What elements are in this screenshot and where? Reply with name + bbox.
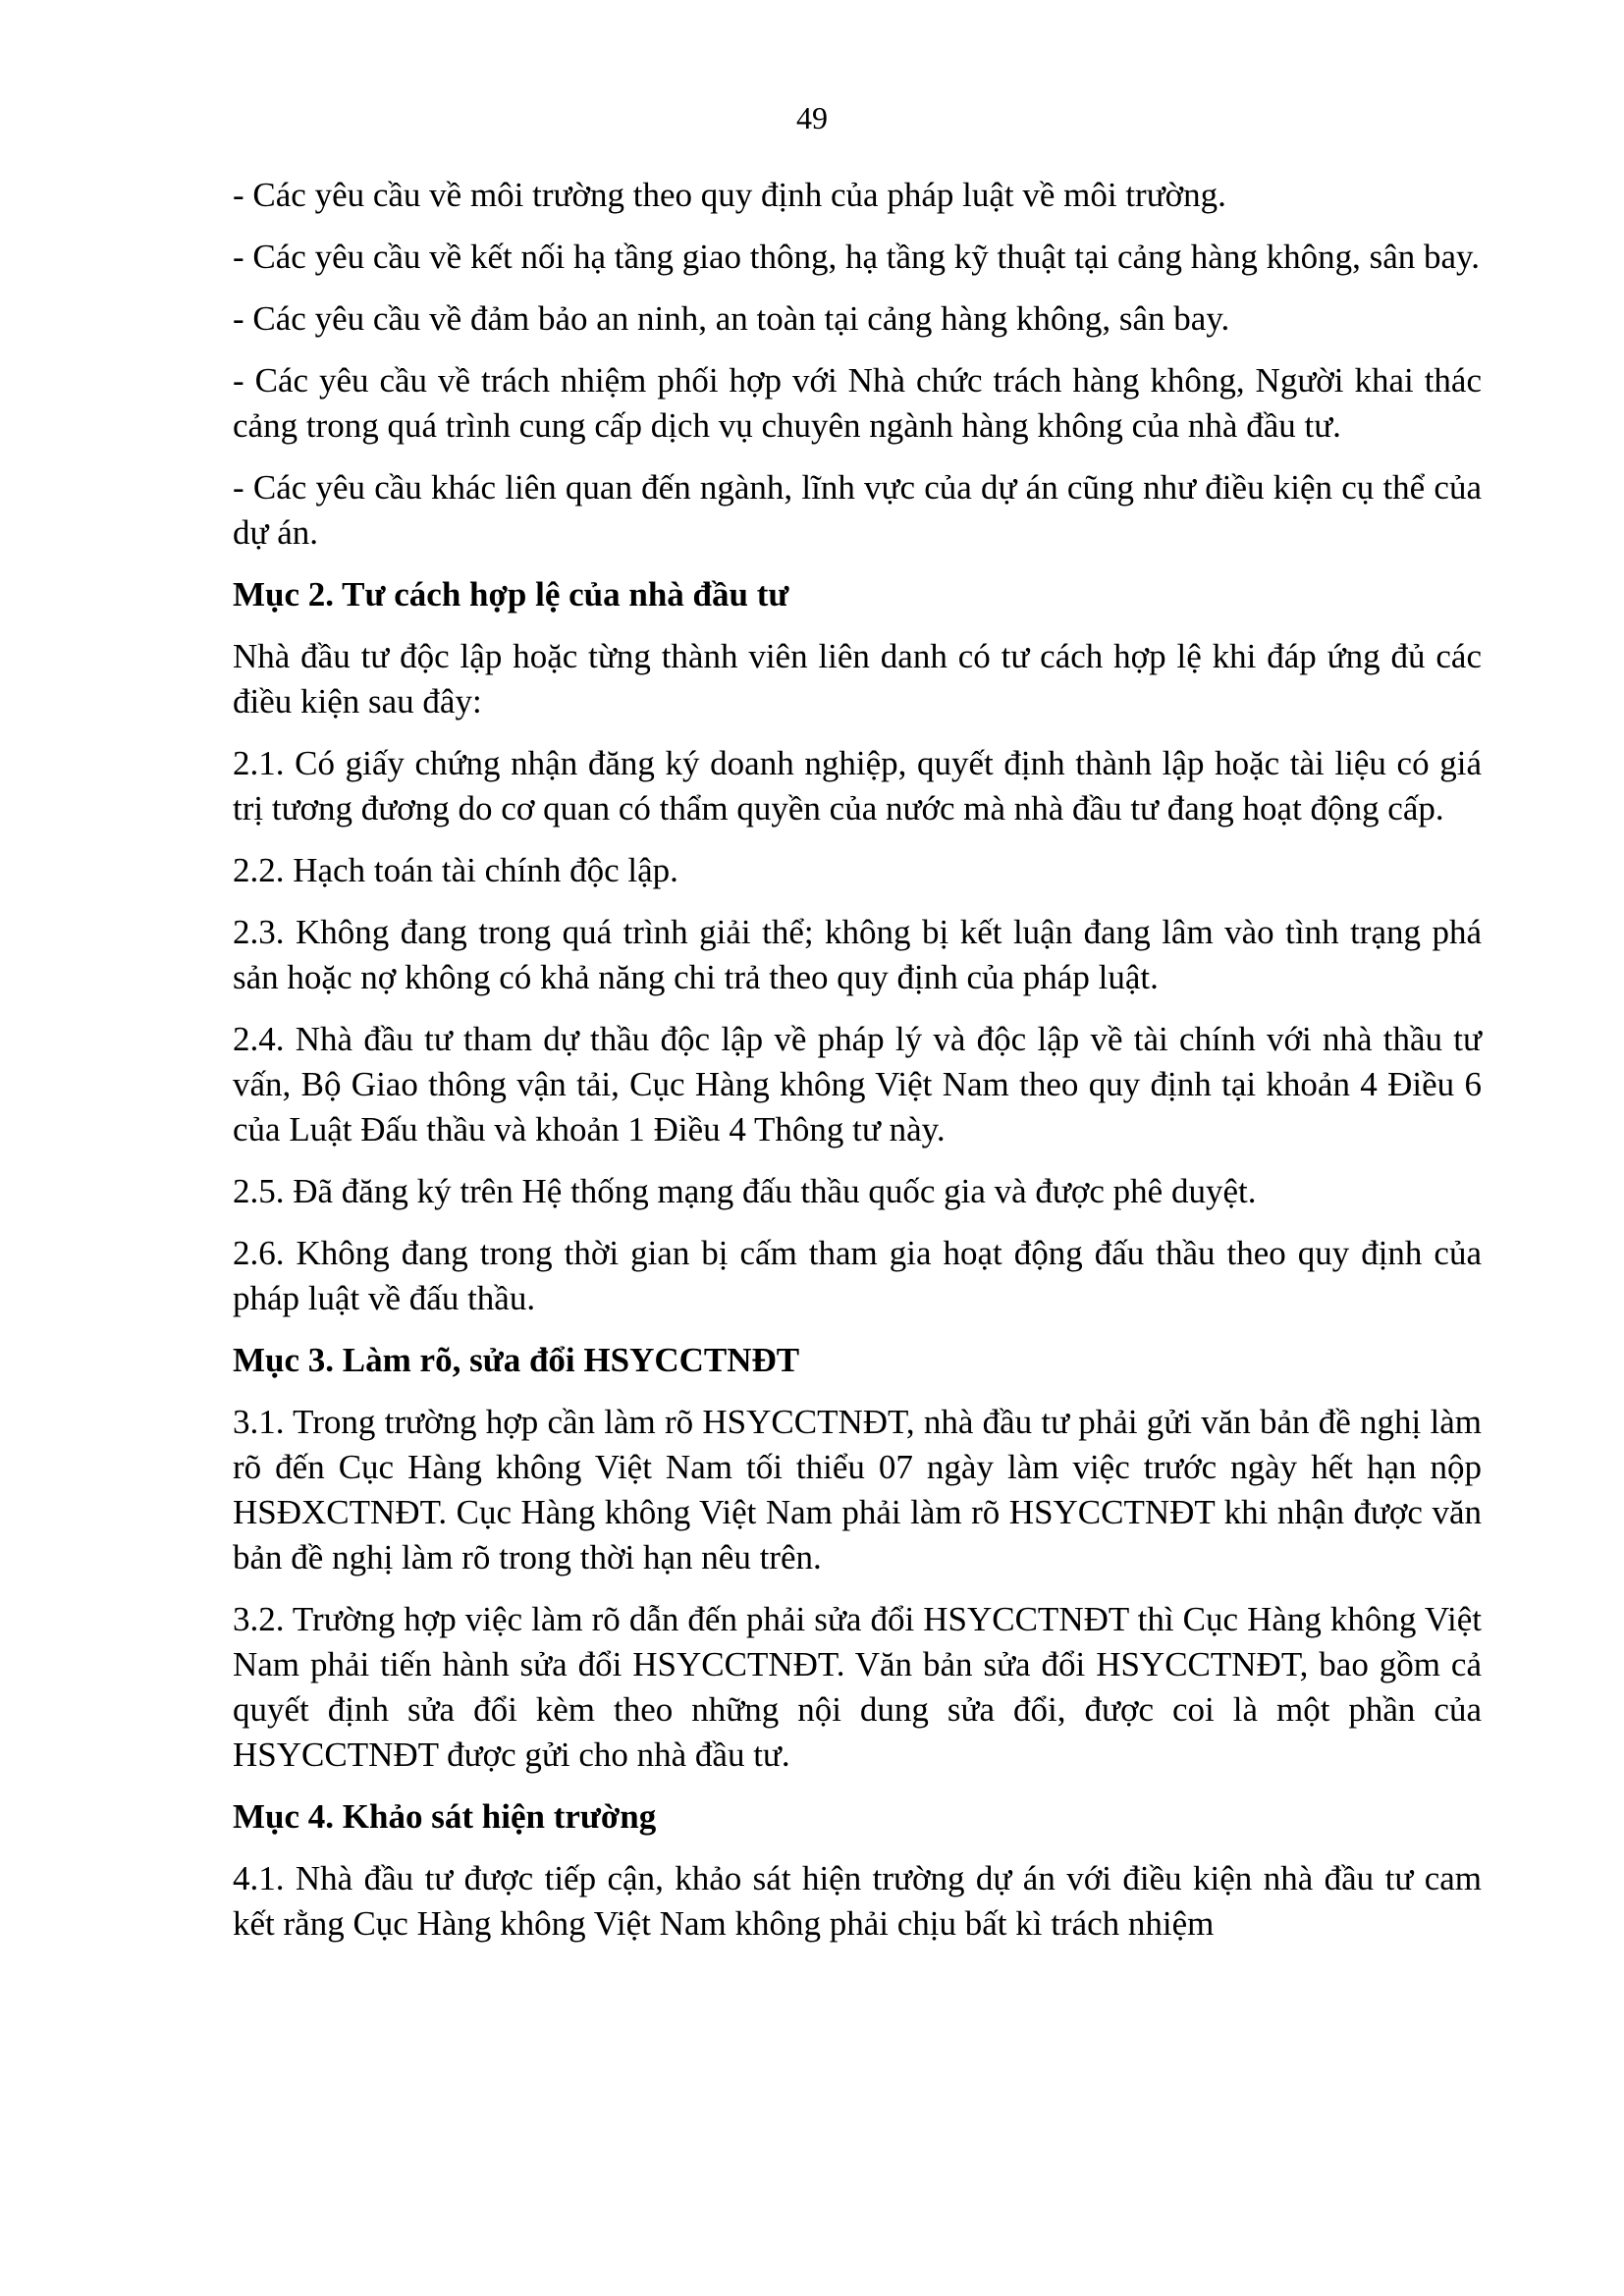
paragraph-environment-requirements: - Các yêu cầu về môi trường theo quy định của pháp luật về môi trường. xyxy=(233,176,1226,214)
section-heading-muc-3: Mục 3. Làm rõ, sửa đổi HSYCCTNĐT xyxy=(233,1341,800,1379)
paragraph-2-6: 2.6. Không đang trong thời gian bị cấm tham gia hoạt động đấu thầu theo quy định của pháp luật về đấu thầu. xyxy=(233,1234,1482,1317)
paragraph-2-2: 2.2. Hạch toán tài chính độc lập. xyxy=(233,851,678,889)
paragraph-infrastructure-requirements: - Các yêu cầu về kết nối hạ tầng giao thông, hạ tầng kỹ thuật tại cảng hàng không, sân bay. xyxy=(233,238,1480,276)
section-heading-muc-2: Mục 2. Tư cách hợp lệ của nhà đầu tư xyxy=(233,575,789,614)
paragraph-4-1: 4.1. Nhà đầu tư được tiếp cận, khảo sát hiện trường dự án với điều kiện nhà đầu tư cam kết rằng Cục Hàng không Việt Nam không phải chịu bất kì trách nhiệm xyxy=(233,1859,1482,1943)
paragraph-2-4: 2.4. Nhà đầu tư tham dự thầu độc lập về pháp lý và độc lập về tài chính với nhà thầu tư vấn, Bộ Giao thông vận tải, Cục Hàng không Việt Nam theo quy định tại khoản 4 Điều 6 của Luật Đấu thầu và khoản 1 Điều 4 Thông tư này. xyxy=(233,1020,1482,1148)
paragraph-3-2: 3.2. Trường hợp việc làm rõ dẫn đến phải sửa đổi HSYCCTNĐT thì Cục Hàng không Việt Nam phải tiến hành sửa đổi HSYCCTNĐT. Văn bản sửa đổi HSYCCTNĐT, bao gồm cả quyết định sửa đổi kèm theo những nội dung sửa đổi, được coi là một phần của HSYCCTNĐT được gửi cho nhà đầu tư. xyxy=(233,1600,1482,1774)
paragraph-security-requirements: - Các yêu cầu về đảm bảo an ninh, an toàn tại cảng hàng không, sân bay. xyxy=(233,299,1230,338)
paragraph-eligibility-intro: Nhà đầu tư độc lập hoặc từng thành viên liên danh có tư cách hợp lệ khi đáp ứng đủ các điều kiện sau đây: xyxy=(233,637,1482,721)
page-number: 49 xyxy=(796,100,828,135)
paragraph-other-requirements: - Các yêu cầu khác liên quan đến ngành, lĩnh vực của dự án cũng như điều kiện cụ thể của dự án. xyxy=(233,468,1482,552)
section-heading-muc-4: Mục 4. Khảo sát hiện trường xyxy=(233,1797,657,1836)
paragraph-2-5: 2.5. Đã đăng ký trên Hệ thống mạng đấu thầu quốc gia và được phê duyệt. xyxy=(233,1172,1257,1210)
paragraph-coordination-requirements: - Các yêu cầu về trách nhiệm phối hợp với Nhà chức trách hàng không, Người khai thác cảng trong quá trình cung cấp dịch vụ chuyên ngành hàng không của nhà đầu tư. xyxy=(233,361,1482,445)
paragraph-2-1: 2.1. Có giấy chứng nhận đăng ký doanh nghiệp, quyết định thành lập hoặc tài liệu có giá trị tương đương do cơ quan có thẩm quyền của nước mà nhà đầu tư đang hoạt động cấp. xyxy=(233,744,1482,828)
paragraph-3-1: 3.1. Trong trường hợp cần làm rõ HSYCCTNĐT, nhà đầu tư phải gửi văn bản đề nghị làm rõ đến Cục Hàng không Việt Nam tối thiểu 07 ngày làm việc trước ngày hết hạn nộp HSĐXCTNĐT. Cục Hàng không Việt Nam phải làm rõ HSYCCTNĐT khi nhận được văn bản đề nghị làm rõ trong thời hạn nêu trên. xyxy=(233,1403,1482,1576)
page-content xyxy=(233,173,1482,1963)
paragraph-2-3: 2.3. Không đang trong quá trình giải thể; không bị kết luận đang lâm vào tình trạng phá sản hoặc nợ không có khả năng chi trả theo quy định của pháp luật. xyxy=(233,913,1482,996)
